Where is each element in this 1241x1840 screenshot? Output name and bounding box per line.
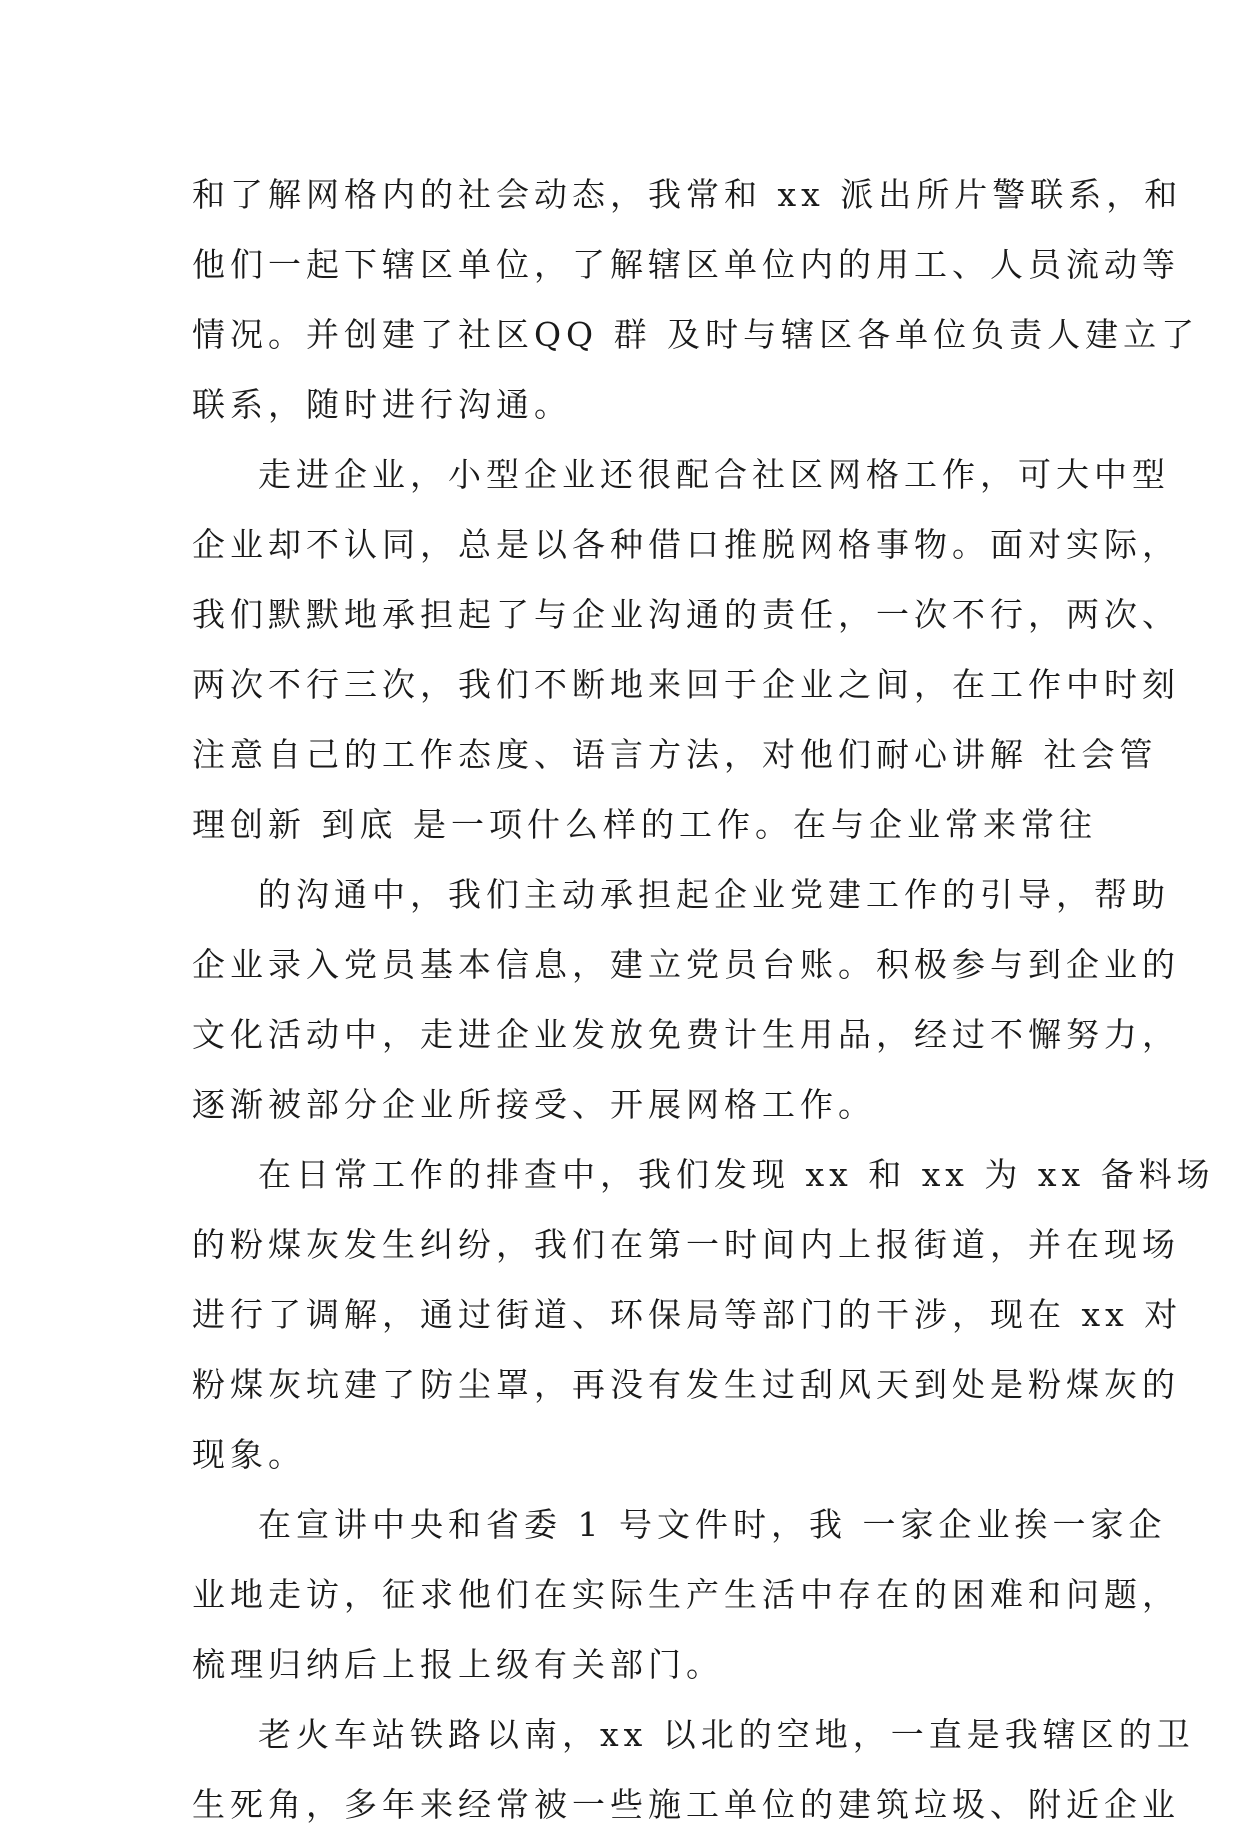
text-line-16: 的粉煤灰发生纠纷，我们在第一时间内上报街道，并在现场 xyxy=(192,1225,1180,1264)
text-line-9: 注意自己的工作态度、语言方法，对他们耐心讲解 社会管 xyxy=(192,735,1158,774)
text-line-2: 他们一起下辖区单位，了解辖区单位内的用工、人员流动等 xyxy=(192,245,1180,284)
text-line-17: 进行了调解，通过街道、环保局等部门的干涉，现在 xx 对 xyxy=(192,1295,1183,1334)
text-line-24: 生死角，多年来经常被一些施工单位的建筑垃圾、附近企业 xyxy=(192,1785,1180,1824)
body-text xyxy=(192,160,1215,1840)
text-line-13: 文化活动中，走进企业发放免费计生用品，经过不懈努力， xyxy=(192,1015,1180,1054)
text-line-12: 企业录入党员基本信息，建立党员台账。积极参与到企业的 xyxy=(192,945,1180,984)
text-line-8: 两次不行三次，我们不断地来回于企业之间，在工作中时刻 xyxy=(192,665,1180,704)
text-line-5: 走进企业，小型企业还很配合社区网格工作，可大中型 xyxy=(258,455,1170,494)
text-line-14: 逐渐被部分企业所接受、开展网格工作。 xyxy=(192,1085,876,1124)
text-line-1: 和了解网格内的社会动态，我常和 xx 派出所片警联系，和 xyxy=(192,175,1183,214)
text-line-3: 情况。并创建了社区QQ 群 及时与辖区各单位负责人建立了 xyxy=(192,315,1200,354)
text-line-15: 在日常工作的排查中，我们发现 xx 和 xx 为 xx 备料场 xyxy=(258,1155,1215,1194)
text-line-21: 业地走访，征求他们在实际生产生活中存在的困难和问题， xyxy=(192,1575,1180,1614)
text-line-19: 现象。 xyxy=(192,1435,306,1474)
text-line-10: 理创新 到底 是一项什么样的工作。在与企业常来常往 xyxy=(192,805,1097,844)
text-line-11: 的沟通中，我们主动承担起企业党建工作的引导，帮助 xyxy=(258,875,1170,914)
text-line-7: 我们默默地承担起了与企业沟通的责任，一次不行，两次、 xyxy=(192,595,1180,634)
text-line-22: 梳理归纳后上报上级有关部门。 xyxy=(192,1645,724,1684)
text-line-23: 老火车站铁路以南，xx 以北的空地，一直是我辖区的卫 xyxy=(258,1715,1195,1754)
text-line-4: 联系，随时进行沟通。 xyxy=(192,385,572,424)
text-line-6: 企业却不认同，总是以各种借口推脱网格事物。面对实际， xyxy=(192,525,1180,564)
text-line-18: 粉煤灰坑建了防尘罩，再没有发生过刮风天到处是粉煤灰的 xyxy=(192,1365,1180,1404)
text-line-20: 在宣讲中央和省委 1 号文件时，我 一家企业挨一家企 xyxy=(258,1505,1167,1544)
